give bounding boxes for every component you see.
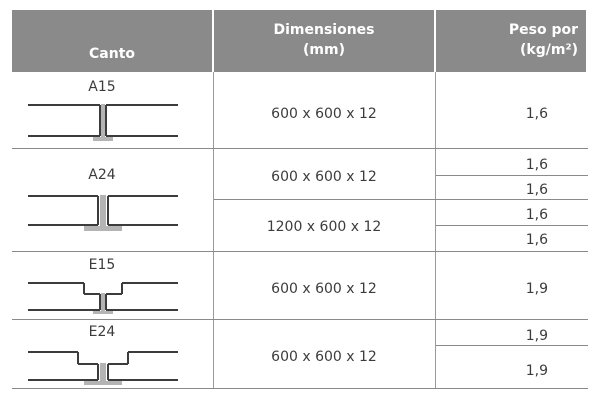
row-separator bbox=[12, 251, 588, 252]
inner-separator bbox=[436, 225, 588, 226]
canto-label-e15: E15 bbox=[88, 257, 116, 273]
e15-profile-icon bbox=[28, 276, 178, 316]
a24-profile-icon bbox=[28, 190, 178, 236]
peso-a24-2: 1,6 bbox=[525, 182, 548, 198]
dims-a24-1: 600 x 600 x 12 bbox=[271, 169, 377, 185]
header-peso-line1: Peso por bbox=[508, 22, 578, 38]
peso-a24-1: 1,6 bbox=[525, 157, 548, 173]
header-canto-label: Canto bbox=[89, 46, 135, 62]
e24-profile-icon bbox=[28, 344, 178, 388]
row-separator bbox=[12, 388, 588, 389]
inner-separator bbox=[436, 345, 588, 346]
peso-a24-4: 1,6 bbox=[525, 232, 548, 248]
dims-a24-2: 1200 x 600 x 12 bbox=[266, 219, 382, 235]
dims-a15: 600 x 600 x 12 bbox=[271, 106, 377, 122]
header-dimensiones-line2: (mm) bbox=[303, 42, 345, 58]
peso-a24-3: 1,6 bbox=[525, 207, 548, 223]
peso-e15: 1,9 bbox=[525, 281, 548, 297]
peso-e24-1: 1,9 bbox=[525, 328, 548, 344]
row-separator bbox=[12, 148, 588, 149]
header-dimensiones-line1: Dimensiones bbox=[273, 22, 375, 38]
peso-a15: 1,6 bbox=[525, 106, 548, 122]
header-peso bbox=[436, 10, 586, 72]
inner-separator bbox=[436, 175, 588, 176]
peso-e24-2: 1,9 bbox=[525, 363, 548, 379]
inner-separator bbox=[214, 199, 588, 200]
canto-label-a24: A24 bbox=[88, 167, 116, 183]
row-separator bbox=[12, 319, 588, 320]
dims-e15: 600 x 600 x 12 bbox=[271, 281, 377, 297]
header-canto bbox=[12, 10, 212, 72]
canto-label-e24: E24 bbox=[88, 324, 116, 340]
header-peso-line2: (kg/m²) bbox=[520, 42, 578, 58]
a15-profile-icon bbox=[28, 98, 178, 144]
dims-e24: 600 x 600 x 12 bbox=[271, 349, 377, 365]
canto-label-a15: A15 bbox=[88, 79, 116, 95]
header-dimensiones bbox=[214, 10, 434, 72]
